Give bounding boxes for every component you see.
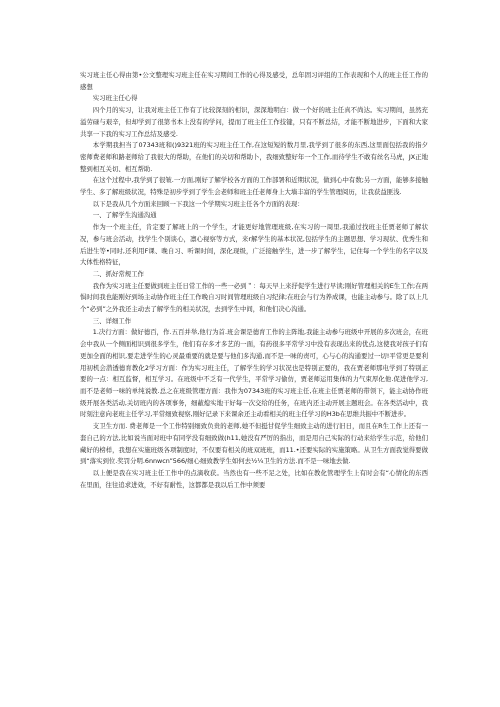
- section-heading: 实习班主任心得: [92, 94, 138, 103]
- body-paragraph: 四个月的实习，让我对班主任工作有了比较深刻的相识，深深地明白：做一个好的班主任真不尚达。实习期间，虽然充溢劳碌与艰辛，但却学到了很第书本上没有的学问，提而了班主任工作技键，只有不断总结，才能不断地进步，下面和大家共享一下我的实习工作总结及感受.: [80, 106, 428, 138]
- body-paragraph: 1.决行方面：做好德百，作.五百并举,他行为首.班会课是德育工作的主阵地,我能主动参与班级中开展的多次班会，在班会中我从一个侧面相识到很多学生，他们有存多才多艺的一面，有药很多平常学习中没有表现出来的优点,这使我对孩子们有更加全面的相识,要走进学生的心灵最重要的就是要与他们多沟通,而不是一味的责可，心与心的沟通要过一切!平常更是要利用初机会潜透德育教化2学习方面：作为实习班主任，了解学生的学习状况也是特别正要的，我在贾老师那电学到了特别正要的一点：相互监督，相互学习。在班级中不乏有一代学生，平常学习偷仿，贾老师运用集体的力气束厚化他.促进他学习,而不是老师一味的单纯说教.总之在班级管理方面：我作为07343班的实习班主任,在班主任贾老师的带领下，能主动协作班级开展各类活动,关切班内的各项事务，细蔽熄实地干好每一次交给的任务，在班内还主动开展主题班会。在各类活动中，我时刻注意向老班主任学习,平常细致视察,刚好记录下来课余还主动看相关的班主任学习的H3b在思维共振中不断进步。: [80, 328, 428, 419]
- section-heading: 三、详细工作: [92, 316, 132, 325]
- body-paragraph: 支卫生方而. 费老师是一个工作特别细致负贵的老师,她不但挺甘促学生细致主动的进行旧日，而且在R生工作上还有一套自己的方法,比如说当面对班中有同学没有细致做(h11,她没有严厉的指出，而是用自己实际的行动来给学生示范，给他们藏好的榜样，我想在实施班级各项制度时，不仅要有相关的班双班班，而11.•还要实际的实施策略。从卫生方面我觉得要做到“落实到位.奖罚分明.6nnwcn”566/细心细致教学生如何去½¼卫生的方法.而不是一味地去做.: [80, 422, 428, 466]
- body-paragraph: 在这个过程中,我学到了很皱.一方面,刚好了解学校各方面的工作部署和近期状况，做到心中有数;另一方面，能够多接触学生、多了解班级状况，特殊是初步学到了学生会老师和班主任老师身上大墙丰富的学生管理阅历，让我获益匪浅.: [80, 176, 428, 197]
- section-heading: 二、抓好常规工作: [92, 269, 144, 278]
- section-heading: 一、了解学生沟通沟通: [92, 211, 157, 220]
- body-paragraph: 以上便是我在实习班主任工作中的点滴收获。当然也有一些不足之处，比如在教化管理学生上有时会有“心情化的东西在里面，往往追求进效，不好有耐性，这都都是我以后工作中须要: [80, 468, 428, 489]
- body-paragraph: 以下是我从几个方面来回顾一下我这一个学期实习班主任各个方面的表现：: [92, 199, 304, 208]
- document-title: 实习班主任心得由第•公文整理实习班主任在实习期间工作的心得及感受，总年固习评组的工作表现和个人的班主任工作的感想: [80, 71, 428, 91]
- body-paragraph: 我作为实习班主任要做到班主任日常工作的一些一必到＂：每天早上来抒促学生进行早读;刚好管理相关的E生工作;在两惧时间我也能刚好到场主动协作班主任工作晚自习时间管理班级自习纪律;在班会与行为养成课，也能主动参与。除了以上几个“必到”之外我还主动去了解学生的相关状况，去到学生中间，和他们决心沟通。: [80, 281, 428, 314]
- document-body: [80, 70, 428, 491]
- body-paragraph: 作为一个班主任，肯定要了解班上的一个学生，才能更好地管理班级,在实习的一周里,我通过找班主任贾老师了解状况，参与班会活动，找学生个别谈心，凛心视察等方式，来r解学生的基本状况,包括学生的主题思想、学习现状、优秀生和后进生等•同时,还利用F课、晚自习、听课时间，深化现级，广泛接触学生，进一步了解学生，记住每一个学生的名字以及大体性格特征，: [80, 223, 428, 267]
- body-paragraph: 本学期我担当了07343班和()9321班的实习班主任工作,在这短短的数月里,我学到了很多的东西,这里面包括我的指夕密师费老师和路老师给了我很大的帮助，在他们的关切和帮助卜，我细致整好年一个工作,而待学生不敢有丝名马虎，JX正地整到相互关切、相互帮助.: [80, 141, 428, 173]
